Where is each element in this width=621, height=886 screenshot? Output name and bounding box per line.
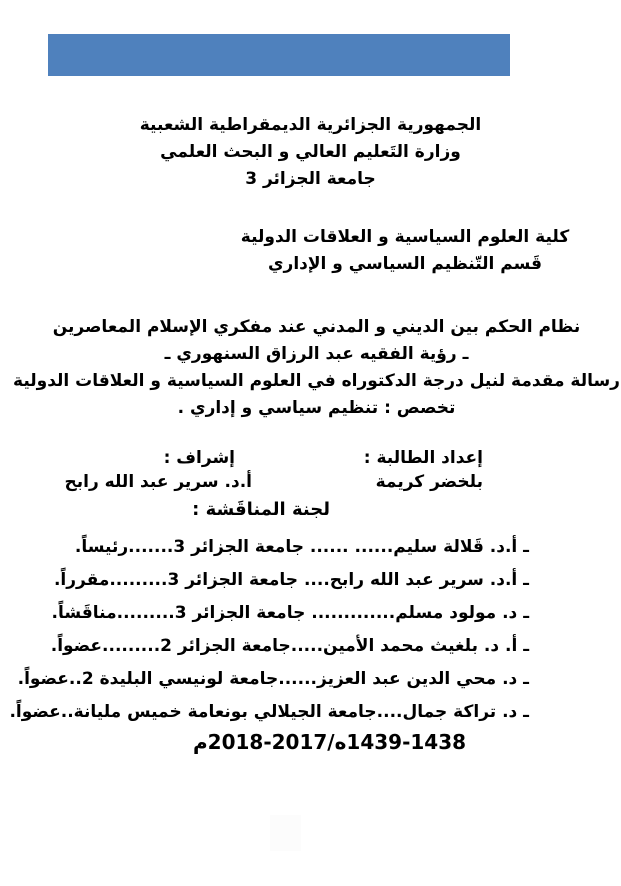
- supervisor-name: أ.د. سرير عبد الله رابح: [64, 472, 252, 492]
- committee-list: [9, 531, 529, 729]
- thesis-specialty-line: تخصص : تنظيم سياسي و إداري .: [177, 398, 456, 418]
- institution-header: [0, 112, 621, 193]
- ministry-name: وزارة التَعليم العالي و البحث العلمي: [160, 142, 461, 162]
- committee-member-line: ـ أ.د. قَلالة سليم...... ...... جامعة الجزائر 3.......رئيساً.: [74, 537, 529, 557]
- supervision-label: إشراف :: [163, 448, 235, 468]
- prepared-by-label: إعداد الطالبة :: [363, 448, 483, 468]
- scan-artifact: [270, 815, 301, 851]
- faculty-block: [190, 224, 620, 278]
- student-name: بلخضر كريمة: [375, 472, 483, 492]
- republic-name: الجمهورية الجزائرية الديمقراطية الشعبية: [139, 115, 482, 135]
- committee-member-line: ـ د. محي الدين عبد العزيز......جامعة لونيسي البليدة 2..عضواً.: [17, 669, 529, 689]
- committee-member-line: ـ أ. د. بلغيث محمد الأمين.....جامعة الجزائر 2.........عضواً.: [50, 636, 529, 656]
- thesis-subtitle: ـ رؤية الفقيه عبد الرزاق السنهوري ـ: [164, 344, 469, 364]
- committee-member-line: ـ د. مولود مسلم............. جامعة الجزائر 3.........مناقَشاً.: [51, 603, 529, 623]
- committee-heading: لجنة المناقَشة :: [192, 499, 330, 520]
- committee-member-line: ـ د. تراكة جمال....جامعة الجيلالي بونعامة خميس مليانة..عضواً.: [9, 702, 529, 722]
- thesis-degree-line: رسالة مقدمة لنيل درجة الدكتوراه في العلوم السياسية و العلاقات الدولية: [13, 371, 620, 391]
- committee-member-line: ـ أ.د. سرير عبد الله رابح.... جامعة الجزائر 3.........مقرراً.: [53, 570, 529, 590]
- header-accent-bar: [48, 34, 510, 76]
- academic-year: م2018-2017/ه1439-1438: [193, 730, 467, 754]
- thesis-title-block: [12, 314, 621, 422]
- department-name: قَسم التّنظيم السياسي و الإداري: [267, 254, 543, 274]
- faculty-name: كلية العلوم السياسية و العلاقات الدولية: [240, 227, 570, 247]
- university-name: جامعة الجزائر 3: [245, 169, 376, 189]
- thesis-title: نظام الحكم بين الديني و المدني عند مفكري الإسلام المعاصرين: [52, 317, 581, 337]
